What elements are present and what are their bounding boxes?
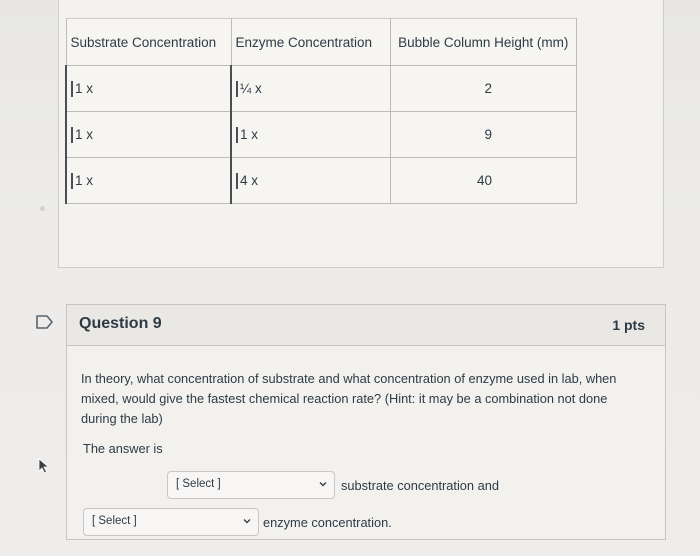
table-row (66, 158, 577, 204)
select-value: [ Select ] (92, 515, 137, 527)
cell-height: 9 (390, 112, 577, 158)
cell-text: ¼ x (236, 81, 262, 97)
mouse-pointer-icon (38, 458, 50, 474)
cell-text: 1 x (71, 127, 93, 143)
chevron-down-icon (318, 479, 328, 489)
cell-height: 40 (390, 158, 577, 204)
table-header-row (66, 19, 577, 66)
cell-substrate (66, 158, 231, 204)
header-bubble-height: Bubble Column Height (mm) (390, 19, 577, 66)
question-title: Question 9 (79, 315, 162, 332)
table-row (66, 66, 577, 112)
after-select-text: enzyme concentration. (263, 515, 392, 530)
cell-text: 1 x (236, 127, 258, 143)
question-header (67, 305, 665, 346)
cell-height: 2 (390, 66, 577, 112)
question-points: 1 pts (612, 317, 645, 333)
answer-label: The answer is (83, 441, 163, 456)
question-body (67, 346, 665, 540)
header-substrate: Substrate Concentration (66, 19, 231, 66)
cell-substrate (66, 112, 231, 158)
cell-enzyme (231, 158, 390, 204)
cell-enzyme (231, 66, 390, 112)
table-card (58, 0, 664, 268)
cell-substrate (66, 66, 231, 112)
chevron-down-icon (242, 516, 252, 526)
select-value: [ Select ] (176, 478, 221, 490)
cell-enzyme (231, 112, 390, 158)
data-table (65, 18, 577, 204)
question-card (66, 304, 666, 540)
flag-outline-icon[interactable] (36, 315, 54, 329)
question-text: In theory, what concentration of substrate and what concentration of enzyme used in lab, when mixed, would give the fastest chemical reaction rate? (Hint: it may be a combination not done during the lab) (81, 371, 617, 426)
cell-text: 4 x (236, 173, 258, 189)
after-select-text: substrate concentration and (341, 478, 499, 493)
header-enzyme: Enzyme Concentration (231, 19, 390, 66)
enzyme-select[interactable] (83, 508, 259, 536)
margin-dot (40, 206, 45, 211)
table-row (66, 112, 577, 158)
substrate-select[interactable] (167, 471, 335, 499)
cell-text: 1 x (71, 173, 93, 189)
cell-text: 1 x (71, 81, 93, 97)
